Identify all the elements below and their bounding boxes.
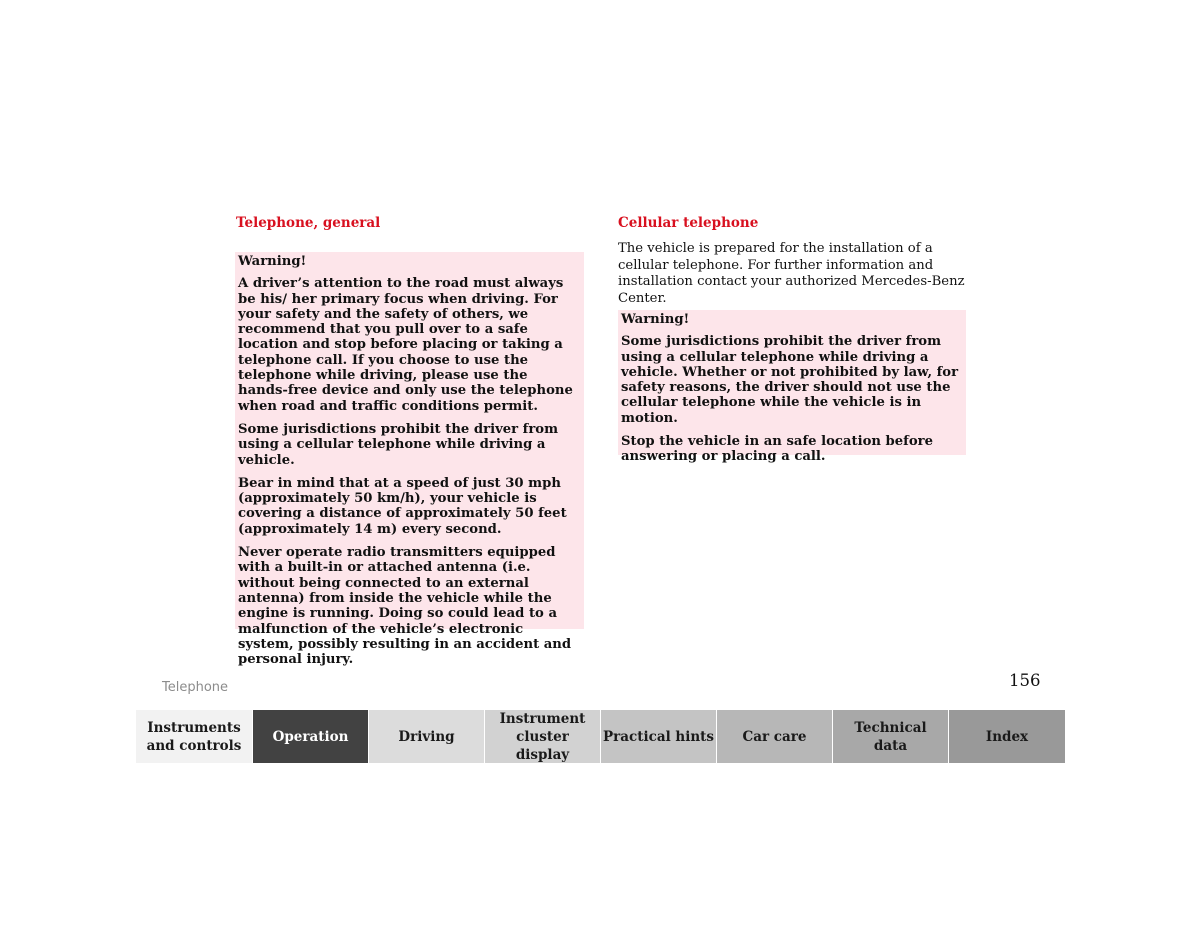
warning-paragraph: Never operate radio transmitters equipped with a built-in or attached antenna (i.e. without being connected to an external antenna) from inside the vehicle while the engine is running. Doing so could lead to a malfunction of the vehicle’s electronic system, possibly resulting in an accident and personal injury. xyxy=(238,545,572,668)
heading-telephone-general: Telephone, general xyxy=(236,215,381,231)
warning-paragraph: Stop the vehicle in an safe location before answering or placing a call. xyxy=(621,434,933,465)
tab-car-care[interactable]: Car care xyxy=(717,710,833,763)
tab-instruments-and-controls[interactable]: Instruments and controls xyxy=(136,710,253,763)
heading-cellular-telephone: Cellular telephone xyxy=(618,215,759,231)
warning-paragraph: Some jurisdictions prohibit the driver from using a cellular telephone while driving a vehicle. xyxy=(238,421,559,468)
warning-box-cellular-telephone xyxy=(618,310,966,465)
tab-driving[interactable]: Driving xyxy=(369,710,485,763)
warning-box-telephone-general xyxy=(235,252,584,668)
warning-paragraph: Bear in mind that at a speed of just 30 mph (approximately 50 km/h), your vehicle is covering a distance of approximately 50 feet (approximately 14 m) every second. xyxy=(238,475,567,537)
section-label: Telephone xyxy=(162,680,229,695)
tab-instrument-cluster-display[interactable]: Instrument cluster display xyxy=(485,710,601,763)
warning-paragraph: A driver’s attention to the road must always be his/ her primary focus when driving. For your safety and the safety of others, we recommend that you pull over to a safe location and stop before placing or taking a telephone call. If you choose to use the telephone while driving, please use the hands-free device and only use the telephone when road and traffic conditions permit. xyxy=(238,276,573,414)
page-number: 156 xyxy=(1009,671,1041,690)
warning-title: Warning! xyxy=(621,312,690,327)
warning-paragraph: Some jurisdictions prohibit the driver from using a cellular telephone while driving a vehicle. Whether or not prohibited by law, for safety reasons, the driver should not use the cellular telephone while the vehicle is in motion. xyxy=(621,334,959,426)
cellular-telephone-body: The vehicle is prepared for the installation of a cellular telephone. For further information and installation contact your authorized Mercedes-Benz Center. xyxy=(618,241,965,306)
tab-practical-hints[interactable]: Practical hints xyxy=(601,710,717,763)
tab-technical-data[interactable]: Technical data xyxy=(833,710,949,763)
chapter-navigation xyxy=(136,710,1065,763)
warning-title: Warning! xyxy=(238,254,307,269)
tab-operation[interactable]: Operation xyxy=(253,710,369,763)
tab-index[interactable]: Index xyxy=(949,710,1065,763)
